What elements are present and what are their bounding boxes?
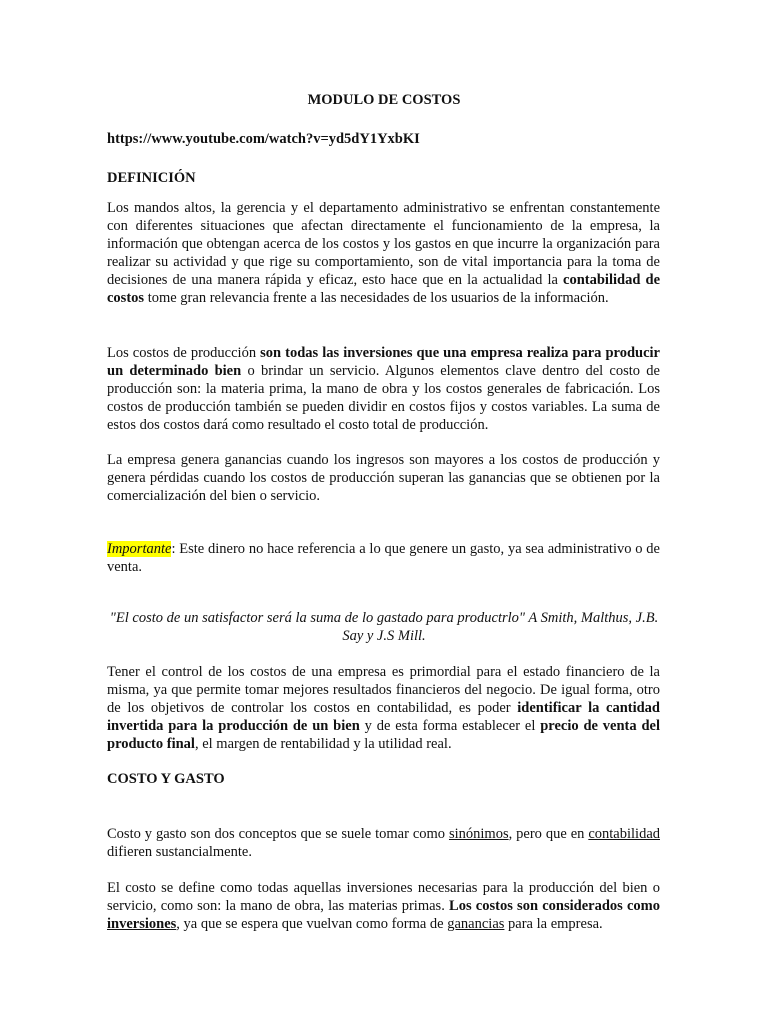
page-title: MODULO DE COSTOS (307, 92, 461, 108)
paragraph-costo-definicion: El costo se define como todas aquellas inversiones necesarias para la producción del bien o servicio, como son: la mano de obra, las materias primas. Los costos son considerados como inversiones, ya que se espera que vuelvan como forma de ganancias para la empresa. (107, 880, 660, 932)
heading-costo-gasto: COSTO Y GASTO (107, 771, 225, 787)
paragraph-ganancias: La empresa genera ganancias cuando los ingresos son mayores a los costos de producción y genera pérdidas cuando los costos de producción superan las ganancias que se obtienen por la comercialización del bien o servicio. (107, 452, 660, 504)
paragraph-costo-gasto: Costo y gasto son dos conceptos que se suele tomar como sinónimos, pero que en contabilidad difieren sustancialmente. (107, 826, 660, 860)
quote-smith: "El costo de un satisfactor será la suma de lo gastado para productrlo" A Smith, Malthus, J.B. Say y J.S Mill. (109, 610, 659, 644)
paragraph-control-costos: Tener el control de los costos de una empresa es primordial para el estado financiero de la misma, ya que permite tomar mejores resultados financieros del negocio. De igual forma, otro de los objetivos de controlar los costos en contabilidad, es poder identificar la cantidad invertida para la producción de un bien y de esta forma establecer el precio de venta del producto final, el margen de rentabilidad y la utilidad real. (107, 664, 660, 752)
importante-highlight: Importante (107, 541, 172, 557)
link-contabilidad[interactable]: contabilidad (588, 826, 660, 842)
youtube-link[interactable]: https://www.youtube.com/watch?v=yd5dY1YxbKI (107, 131, 420, 147)
link-inversiones[interactable]: inversiones (107, 916, 177, 932)
link-sinonimos[interactable]: sinónimos (448, 826, 509, 842)
heading-definicion: DEFINICIÓN (107, 170, 196, 186)
link-ganancias[interactable]: ganancias (447, 916, 505, 932)
paragraph-costos-produccion: Los costos de producción son todas las inversiones que una empresa realiza para producir un determinado bien o brindar un servicio. Algunos elementos clave dentro del costo de producción son: la materia prima, la mano de obra y los costos generales de fabricación. Los costos de producción también se pueden dividir en costos fijos y costos variables. La suma de estos dos costos dará como resultado el costo total de producción. (107, 345, 660, 433)
paragraph-importante: Importante: Este dinero no hace referencia a lo que genere un gasto, ya sea administrativo o de venta. (107, 541, 660, 575)
paragraph-definicion: Los mandos altos, la gerencia y el departamento administrativo se enfrentan constantemente con diferentes situaciones que afectan directamente el funcionamiento de la empresa, la información que obtengan acerca de los costos y los gastos en que incurre la organización para realizar su actividad y que rige su comportamiento, son de vital importancia para la toma de decisiones de una manera rápida y eficaz, esto hace que en la actualidad la contabilidad de costos tome gran relevancia frente a las necesidades de los usuarios de la información. (107, 200, 661, 306)
